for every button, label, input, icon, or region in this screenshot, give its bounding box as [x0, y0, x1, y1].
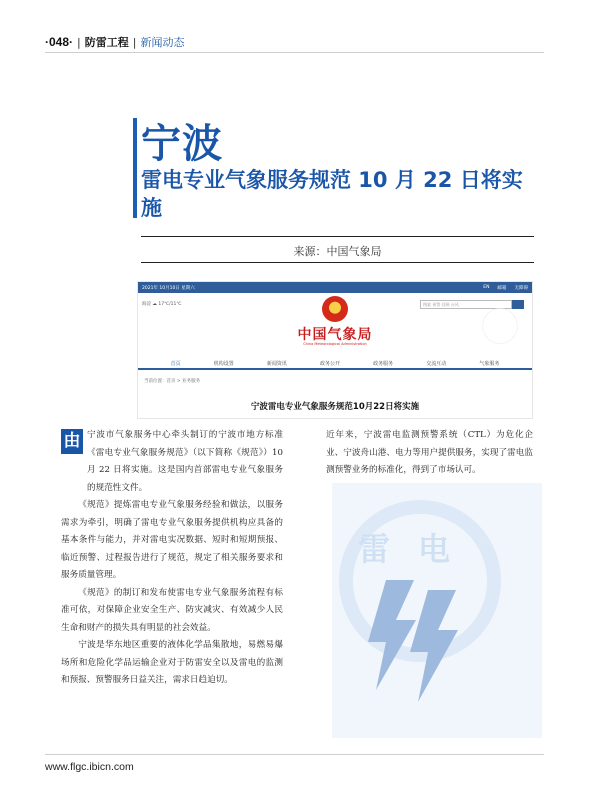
- decorative-word-dian: 电: [418, 530, 451, 568]
- body-paragraph-4: 宁波是华东地区重要的液体化学品集散地，易燃易爆场所和危险化学品运输企业对于防雷安全以及雷电的监测和预报、预警服务日益关注，需求日趋迫切。: [61, 640, 283, 685]
- screenshot-topbar-en: EN: [483, 284, 490, 290]
- header-divider: |: [77, 35, 81, 49]
- screenshot-logo-english: China Meteorological Administration: [303, 342, 367, 346]
- article-subtitle: 雷电专业气象服务规范 10 月 22 日将实施: [141, 168, 523, 220]
- source-rule-bottom: [141, 262, 534, 263]
- article-source: 来源：中国气象局: [293, 245, 382, 258]
- body-left-column: [61, 427, 283, 690]
- screenshot-nav-interact: 交流互动: [426, 360, 447, 367]
- screenshot-nav: [138, 358, 532, 370]
- body-right-column: [326, 427, 533, 480]
- screenshot-breadcrumb: 当前位置：首页 > 业务服务: [144, 379, 201, 384]
- source-rule-top: [141, 236, 534, 237]
- screenshot-nav-gov: 政务公开: [319, 360, 340, 367]
- article-title: 宁波: [141, 121, 223, 167]
- screenshot-nav-org: 机构设置: [213, 360, 234, 367]
- screenshot-headline: 宁波雷电专业气象服务规范10月22日将实施: [250, 402, 420, 412]
- national-emblem-icon: [322, 296, 348, 322]
- lightning-bolt-icon: [356, 580, 476, 710]
- screenshot-topbar: [138, 282, 532, 293]
- header-rule: [45, 52, 544, 53]
- subsection-name: 新闻动态: [140, 36, 185, 49]
- decorative-word-lei: 雷: [358, 530, 391, 568]
- body-paragraph-5: 近年来，宁波雷电监测预警系统（CTL）为危化企业、宁波舟山港、电力等用户提供服务，实现了雷电监测预警业务的标准化，得到了市场认可。: [326, 430, 533, 475]
- screenshot-search-icon: [512, 300, 524, 309]
- screenshot-topbar-mail: 邮箱: [497, 285, 507, 291]
- screenshot-nav-home: 首页: [170, 360, 181, 367]
- screenshot-weather: 海淀 ☁ 17℃/11℃: [142, 302, 182, 307]
- screenshot-nav-service: 政务服务: [373, 360, 394, 367]
- screenshot-search-box: 搜索 预警 回顾 台风: [420, 300, 512, 309]
- page-header: [45, 34, 184, 50]
- section-name: 防雷工程: [84, 36, 129, 49]
- screenshot-nav-news: 新闻资讯: [266, 360, 287, 367]
- header-divider-2: |: [132, 35, 137, 49]
- screenshot-topbar-accessibility: 无障碍: [514, 285, 528, 291]
- screenshot-logo-text: 中国气象局: [297, 327, 373, 343]
- embedded-website-screenshot: [137, 281, 533, 419]
- screenshot-nav-weather: 气象服务: [479, 360, 500, 367]
- body-paragraph-1: 宁波市气象服务中心牵头制订的宁波市地方标准《雷电专业气象服务规范》（以下简称《规范》）10 月 22 日将实施。这是国内首部雷电专业气象服务的规范性文件。: [87, 430, 283, 493]
- drop-cap: 由: [61, 429, 83, 454]
- body-paragraph-2: 《规范》提炼雷电专业气象服务经验和做法，以服务需求为牵引，明确了雷电专业气象服务提供机构应具备的基本条件与能力，并对雷电实况数据、短时和短期预报、临近预警、过程报告进行了规范，规定了相关服务要求和服务质量管理。: [61, 500, 283, 580]
- body-paragraph-3: 《规范》的制订和发布使雷电专业气象服务流程有标准可依，对保障企业安全生产、防灾减灾、有效减少人民生命和财产的损失具有明显的社会效益。: [61, 587, 283, 633]
- footer-rule: [45, 754, 544, 755]
- screenshot-date: 2021年 10月10日 星期六: [142, 285, 195, 291]
- title-accent-bar: [133, 118, 137, 218]
- page-number: ·048·: [45, 35, 74, 49]
- footer-url: www.flgc.ibicn.com: [45, 761, 134, 773]
